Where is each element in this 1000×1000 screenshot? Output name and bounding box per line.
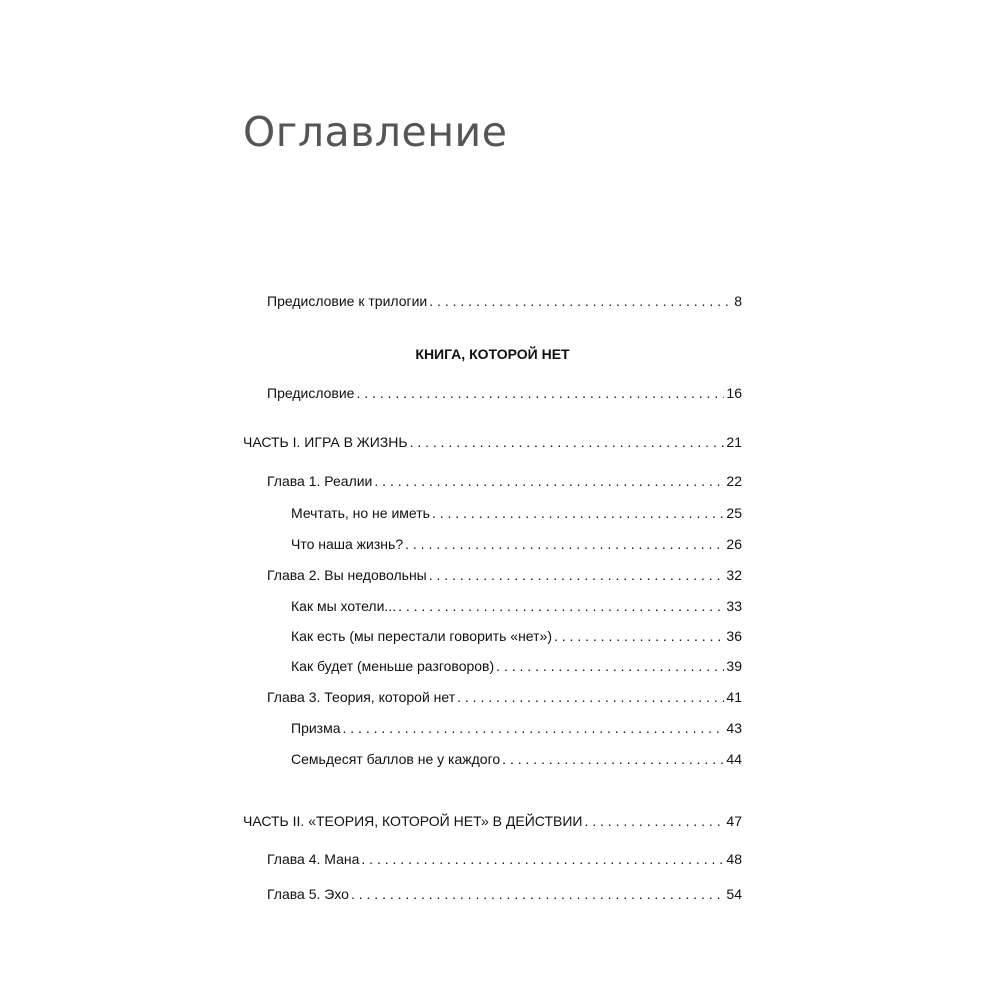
toc-entry-page: 16 <box>726 385 742 401</box>
dot-leader <box>374 471 724 491</box>
dot-leader <box>429 565 725 585</box>
toc-entry-label: Как мы хотели... <box>291 598 397 614</box>
dot-leader <box>405 534 724 554</box>
toc-entry-page: 32 <box>726 567 742 583</box>
toc-entry-page: 21 <box>726 434 742 450</box>
toc-chapter-entry <box>267 849 742 869</box>
dot-leader <box>584 811 724 831</box>
toc-entry-label: Предисловие к трилогии <box>267 293 428 309</box>
toc-entry-label: Что наша жизнь? <box>291 536 404 552</box>
toc-entry-page: 33 <box>726 598 742 614</box>
dot-leader <box>496 656 724 676</box>
toc-entry-label: Как будет (меньше разговоров) <box>291 658 495 674</box>
toc-entry <box>267 383 742 403</box>
dot-leader <box>457 687 724 707</box>
dot-leader <box>398 596 724 616</box>
toc-section-entry <box>291 718 742 738</box>
toc-entry-label: Глава 3. Теория, которой нет <box>267 689 456 705</box>
dot-leader <box>410 432 725 452</box>
toc-entry-page: 43 <box>726 720 742 736</box>
dot-leader <box>356 383 724 403</box>
toc-entry-label: Мечтать, но не иметь <box>291 505 430 521</box>
toc-entry-label: ЧАСТЬ II. «ТЕОРИЯ, КОТОРОЙ НЕТ» В ДЕЙСТВИИ <box>243 813 583 829</box>
toc-section-entry <box>291 534 742 554</box>
toc-section-entry <box>291 503 742 523</box>
toc-part-entry <box>243 432 742 452</box>
toc-section-entry <box>291 656 742 676</box>
dot-leader <box>502 749 724 769</box>
toc-chapter-entry <box>267 884 742 904</box>
toc-chapter-entry <box>267 471 742 491</box>
toc-section-entry <box>291 749 742 769</box>
toc-entry-page: 36 <box>726 628 742 644</box>
toc-entry-label: ЧАСТЬ I. ИГРА В ЖИЗНЬ <box>243 434 408 450</box>
toc-entry-page: 44 <box>726 751 742 767</box>
toc-entry-page: 26 <box>726 536 742 552</box>
toc-entry-page: 48 <box>726 851 742 867</box>
toc-entry-page: 39 <box>726 658 742 674</box>
toc-entry-page: 54 <box>726 886 742 902</box>
toc-section-entry <box>291 626 742 646</box>
dot-leader <box>432 503 724 523</box>
toc-entry-label: Призма <box>291 720 341 736</box>
toc-entry-label: Глава 1. Реалии <box>267 473 373 489</box>
toc-entry-label: Глава 4. Мана <box>267 851 360 867</box>
page-title: Оглавление <box>243 108 508 156</box>
toc-chapter-entry <box>267 687 742 707</box>
toc-entry-label: Предисловие <box>267 385 355 401</box>
toc-entry-label: Глава 5. Эхо <box>267 886 349 902</box>
book-heading: КНИГА, КОТОРОЙ НЕТ <box>415 346 570 362</box>
toc-entry-page: 8 <box>734 293 742 309</box>
toc-entry-preface-trilogy <box>267 291 742 311</box>
toc-entry-page: 25 <box>726 505 742 521</box>
toc-entry-page: 47 <box>726 813 742 829</box>
toc-chapter-entry <box>267 565 742 585</box>
toc-entry-page: 41 <box>726 689 742 705</box>
toc-entry-label: Глава 2. Вы недовольны <box>267 567 427 583</box>
dot-leader <box>361 849 724 869</box>
toc-part-entry <box>243 811 742 831</box>
dot-leader <box>343 718 725 738</box>
toc-entry-page: 22 <box>726 473 742 489</box>
dot-leader <box>351 884 724 904</box>
dot-leader <box>554 626 724 646</box>
toc-section-entry <box>291 596 742 616</box>
toc-entry-label: Семьдесят баллов не у каждого <box>291 751 501 767</box>
dot-leader <box>429 291 732 311</box>
toc-entry-label: Как есть (мы перестали говорить «нет») <box>291 628 552 644</box>
